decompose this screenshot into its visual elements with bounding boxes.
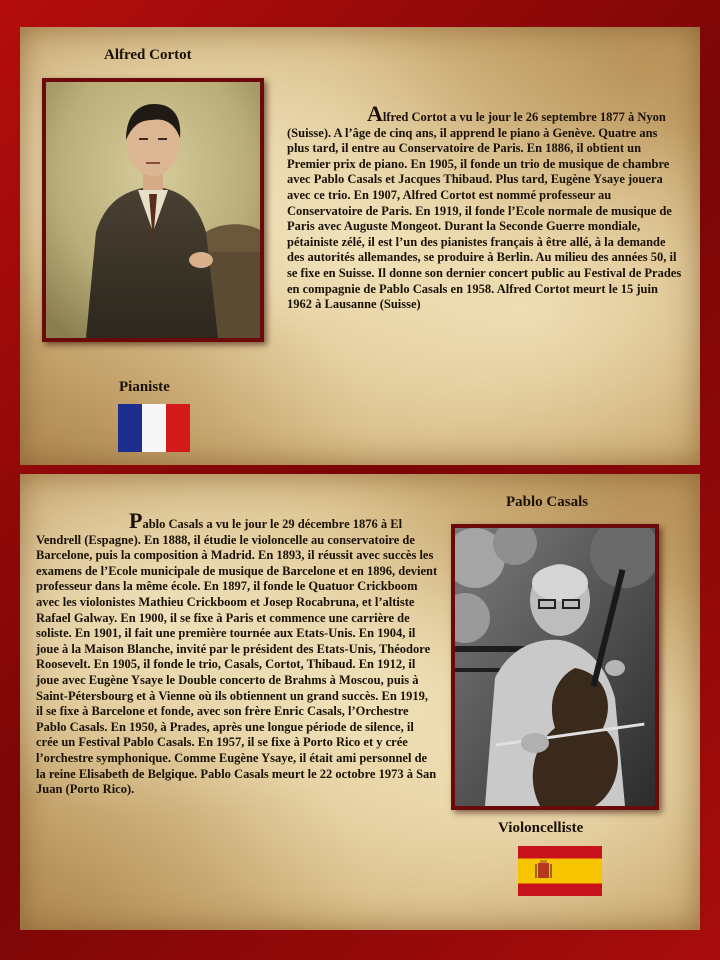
casals-cello-image <box>455 528 655 806</box>
cortot-photo <box>42 78 264 342</box>
casals-bio-dropcap: P <box>129 508 143 533</box>
casals-role: Violoncelliste <box>498 820 584 836</box>
cortot-panel <box>20 27 700 465</box>
spain-coat-of-arms-icon <box>518 846 602 896</box>
casals-photo <box>451 524 659 810</box>
spain-flag-icon <box>518 846 602 896</box>
france-flag-icon <box>118 404 190 452</box>
casals-name: Pablo Casals <box>506 494 589 510</box>
cortot-role: Pianiste <box>119 379 170 395</box>
cortot-name: Alfred Cortot <box>104 47 192 63</box>
cortot-bio-dropcap: A <box>367 101 383 126</box>
cortot-portrait-image <box>46 82 260 338</box>
cortot-bio-text: lfred Cortot a vu le jour le 26 septembre 1877 à Nyon (Suisse). A l’âge de cinq ans, il apprend le piano à Genève. Quatre ans plus tard, il entre au Conservatoire de Paris. En 1886, il obtient un Premier prix de piano. En 1905, il fonde un trio de musique de chambre avec Pablo Casals et Jacques Thibaud. Plus tard, Eugène Ysaye jouera avec ce trio. En 1907, Alfred Cortot est nommé professeur au Conservatoire de Paris. En 1919, il fonde l’Ecole normale de musique de Paris avec Auguste Mongeot. Durant la Seconde Guerre mondiale, pétainiste zélé, il est l’un des pianistes français à être allé, à la demande des autorités allemandes, se produire à Berlin. Au milieu des années 50, il se fixe en Suisse. Il donne son dernier concert public au Festival de Prades en compagnie de Pablo Casals en 1958. Alfred Cortot meurt le 15 juin 1962 à Lausanne (Suisse) <box>287 110 682 312</box>
casals-bio-text: ablo Casals a vu le jour le 29 décembre 1876 à El Vendrell (Espagne). En 1888, il étudie le violoncelle au conservatoire de Barcelone, puis la composition à Madrid. En 1893, il réussit avec succès les examens de l’Ecole municipale de musique de Barcelone et en 1896, devient professeur dans la même école. En 1897, il fonde le Quatuor Crickboom avec les violonistes Mathieu Crickboom et Josep Rocabruna, et l’altiste Rafael Galway. En 1900, il se fixe à Paris et commence une carrière de soliste. En 1901, il fait une première tournée aux Etats-Unis. En 1904, il joue à la Maison Blanche, invité par le président des Etats-Unis, Théodore Roosevelt. En 1905, il fonde le trio, Casals, Cortot, Thibaud. En 1912, il joue avec Eugène Ysaye le Double concerto de Brahms à Moscou, puis à Saint-Pétersbourg et à Vienne où ils obtiennent un grand succès. En 1919, il se fixe à Barcelone et fonde, avec son frère Enric Casals, l’Orchestre Pablo Casals. En 1950, à Prades, après une longue période de silence, il crée un Festival Pablo Casals. En 1957, il se fixe à Porto Rico et y crée l’orchestre symphonique. Comme Eugène Ysaye, il était ami personnel de la reine Elisabeth de Belgique. Pablo Casals meurt le 22 octobre 1973 à San Juan (Porto Rico). <box>36 517 438 797</box>
cortot-biography <box>287 101 682 313</box>
casals-biography <box>36 508 438 798</box>
